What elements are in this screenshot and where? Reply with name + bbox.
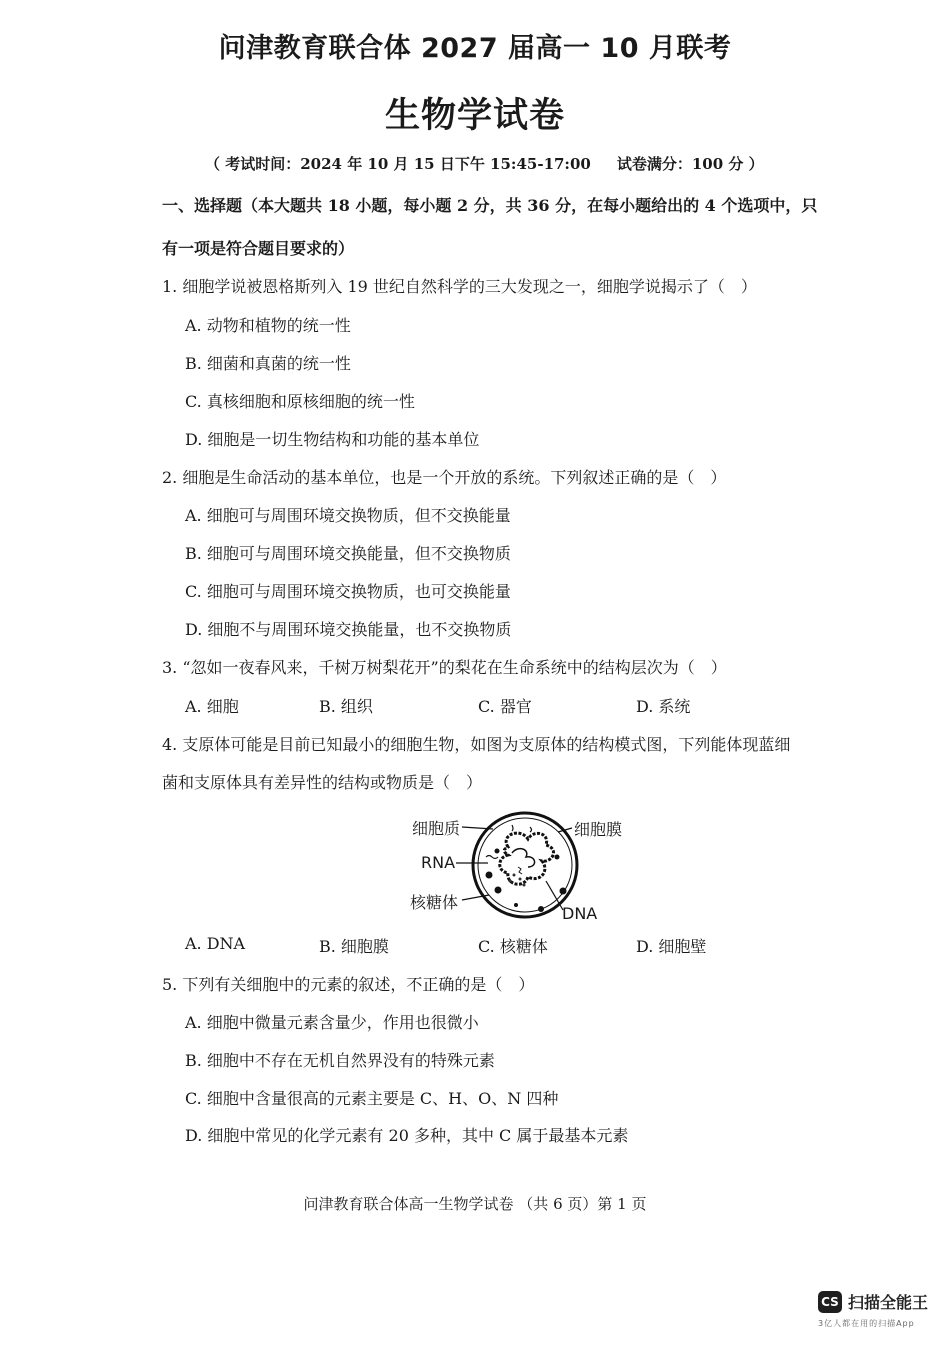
camscanner-logo-icon: CS	[818, 1291, 842, 1313]
page-footer: 问津教育联合体高一生物学试卷 （共 6 页）第 1 页	[303, 1195, 647, 1213]
question-5-option-c: C. 细胞中含量很高的元素主要是 C、H、O、N 四种	[185, 1089, 559, 1108]
question-2-option-d: D. 细胞不与周围环境交换能量，也不交换物质	[185, 620, 512, 639]
question-5-option-b: B. 细胞中不存在无机自然界没有的特殊元素	[185, 1051, 495, 1070]
camscanner-name: 扫描全能王	[848, 1293, 929, 1312]
label-dna: DNA	[562, 904, 598, 923]
question-1-option-d: D. 细胞是一切生物结构和功能的基本单位	[185, 430, 480, 449]
question-4-stem-line1: 4. 支原体可能是目前已知最小的细胞生物，如图为支原体的结构模式图，下列能体现蓝细	[162, 735, 791, 754]
question-5-option-d: D. 细胞中常见的化学元素有 20 多种，其中 C 属于最基本元素	[185, 1126, 629, 1145]
question-3-option-c: C. 器官	[478, 697, 532, 716]
question-5-option-a: A. 细胞中微量元素含量少，作用也很微小	[185, 1013, 479, 1032]
question-5-stem: 5. 下列有关细胞中的元素的叙述，不正确的是（ ）	[162, 975, 535, 994]
subject-title: 生物学试卷	[384, 96, 565, 136]
question-4-option-c: C. 核糖体	[478, 937, 548, 956]
label-cytoplasm: 细胞质	[412, 819, 461, 838]
full-score: 试卷满分：100 分 ）	[616, 155, 764, 173]
camscanner-tagline: 3亿人都在用的扫描App	[818, 1319, 915, 1328]
question-2-option-c: C. 细胞可与周围环境交换物质，也可交换能量	[185, 582, 511, 601]
question-4-option-b: B. 细胞膜	[319, 937, 389, 956]
question-1-option-c: C. 真核细胞和原核细胞的统一性	[185, 392, 415, 411]
question-4-option-a: A. DNA	[185, 934, 246, 953]
question-4-stem-line2: 菌和支原体具有差异性的结构或物质是（ ）	[162, 773, 483, 792]
mycoplasma-diagram	[400, 805, 640, 925]
question-3-option-d: D. 系统	[636, 697, 691, 716]
question-3-option-b: B. 组织	[319, 697, 373, 716]
question-1-stem: 1. 细胞学说被恩格斯列入 19 世纪自然科学的三大发现之一，细胞学说揭示了（ ）	[162, 277, 757, 296]
question-3-option-a: A. 细胞	[185, 697, 239, 716]
question-2-option-b: B. 细胞可与周围环境交换能量，但不交换物质	[185, 544, 511, 563]
question-1-option-a: A. 动物和植物的统一性	[185, 316, 351, 335]
question-3-options	[185, 694, 785, 716]
question-2-stem: 2. 细胞是生命活动的基本单位，也是一个开放的系统。下列叙述正确的是（ ）	[162, 468, 727, 487]
question-1-option-b: B. 细菌和真菌的统一性	[185, 354, 351, 373]
label-cell-membrane: 细胞膜	[574, 820, 623, 839]
section-heading-line2: 有一项是符合题目要求的）	[162, 239, 355, 258]
question-4-options	[185, 934, 785, 956]
question-3-stem: 3. “忽如一夜春风来，千树万树梨花开”的梨花在生命系统中的结构层次为（ ）	[162, 658, 727, 677]
exam-title: 问津教育联合体 2027 届高一 10 月联考	[218, 33, 732, 64]
label-rna: RNA	[421, 853, 456, 872]
exam-time: （ 考试时间：2024 年 10 月 15 日下午 15:45-17:00	[205, 155, 591, 173]
section-heading-line1: 一、选择题（本大题共 18 小题，每小题 2 分，共 36 分，在每小题给出的 4 个选项中，只	[162, 196, 818, 215]
question-4-option-d: D. 细胞壁	[636, 937, 707, 956]
label-ribosome: 核糖体	[410, 893, 459, 912]
question-2-option-a: A. 细胞可与周围环境交换物质，但不交换能量	[185, 506, 511, 525]
exam-info	[205, 153, 764, 174]
